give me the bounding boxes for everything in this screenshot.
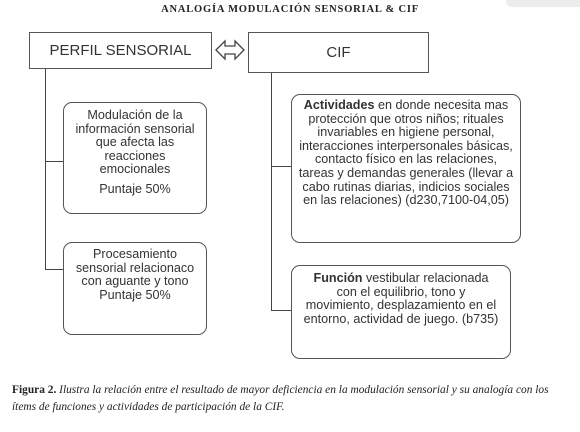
cif-label: CIF xyxy=(326,44,351,61)
funcion-box xyxy=(291,265,511,359)
funcion-text xyxy=(302,272,500,326)
actividades-body: en donde necesita mas protección que otros niños; rituales invariables en higiene personal, interacciones interpersonales básicas, contacto físico en las relaciones, tareas y demandas generales (llevar a cabo rutinas diarias, indicios sociales en las relaciones) (d230,7100-04,05) xyxy=(298,98,514,208)
perfil-sensorial-box xyxy=(29,32,212,69)
actividades-text xyxy=(297,99,515,208)
right-vertical-line xyxy=(271,73,272,311)
figure-caption-text: Ilustra la relación entre el resultado de mayor deficiencia en la modulación sensorial y su analogía con los ítems de funciones y actividades de participación de la CIF. xyxy=(12,384,549,413)
left-vertical-line xyxy=(45,69,46,270)
figure-caption xyxy=(12,382,572,416)
actividades-box xyxy=(291,94,521,243)
diagram-title: ANALOGÍA MODULACIÓN SENSORIAL & CIF xyxy=(161,4,419,15)
actividades-heading: Actividades xyxy=(303,98,375,112)
double-arrow-icon xyxy=(214,38,246,62)
right-branch-1 xyxy=(271,166,291,167)
modulacion-text: Modulación de la información sensorial que afecta las reacciones emocionales xyxy=(75,108,195,177)
funcion-body: vestibular relacionada con el equilibrio, tono y movimiento, desplazamiento en el entorno, actividad de juego. (b735) xyxy=(303,271,499,326)
procesamiento-box xyxy=(63,242,207,335)
modulacion-score: Puntaje 50% xyxy=(99,181,171,196)
cif-box xyxy=(248,32,429,73)
procesamiento-text: Procesamiento sensorial relacionaco con aguante y tono xyxy=(75,247,195,289)
left-branch-1 xyxy=(45,161,63,162)
perfil-sensorial-label: PERFIL SENSORIAL xyxy=(49,42,192,59)
figure-label: Figura 2. xyxy=(12,384,57,396)
modulacion-box xyxy=(63,102,207,214)
right-branch-2 xyxy=(271,310,291,311)
funcion-heading: Función xyxy=(313,271,363,285)
procesamiento-score: Puntaje 50% xyxy=(99,287,171,302)
left-branch-2 xyxy=(45,269,63,270)
